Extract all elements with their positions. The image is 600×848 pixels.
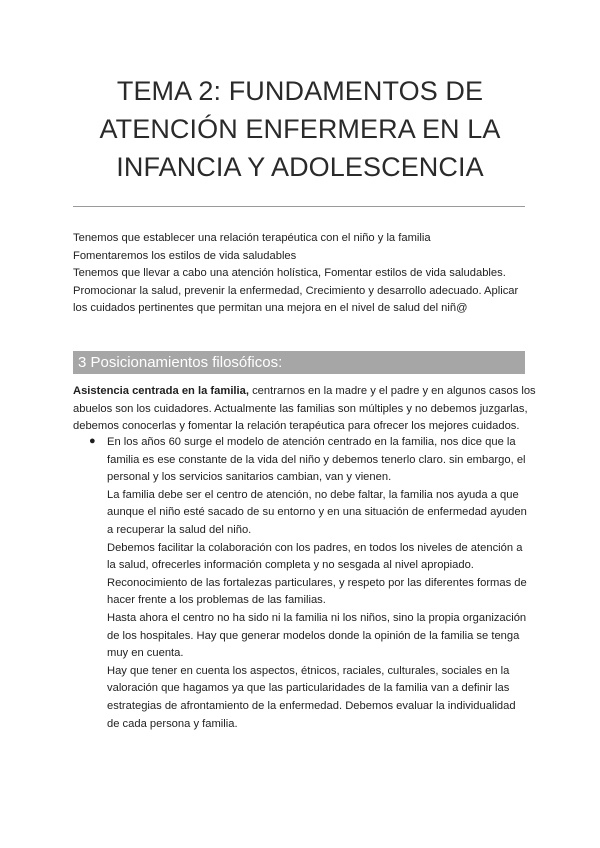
bullet-line: aunque el niño esté sacado de su entorno y en una situación de enfermedad ayuden: [107, 506, 527, 519]
intro-line: Tenemos que llevar a cabo una atención holística, Fomentar estilos de vida saludables.: [73, 267, 506, 280]
bullet-line: la salud, ofrecerles información completa y no sesgada al nivel apropiado.: [107, 559, 474, 572]
section-heading: 3 Posicionamientos filosóficos:: [78, 354, 283, 371]
section-heading-bar: [73, 351, 525, 374]
bullet-line: a recuperar la salud del niño.: [107, 523, 252, 536]
bullet-line: En los años 60 surge el modelo de atención centrado en la familia, nos dice que la: [107, 436, 516, 448]
bullet-dot-icon: ●: [89, 435, 96, 447]
title-line-1: TEMA 2: FUNDAMENTOS DE: [116, 76, 484, 106]
paragraph-line-rest: centrarnos en la madre y el padre y en algunos casos los: [248, 385, 536, 397]
paragraph-line: debemos conocerlas y fomentar la relación terapéutica para ofrecer los mejores cuidados.: [73, 420, 520, 433]
intro-paragraph: [73, 230, 533, 318]
intro-line: Tenemos que establecer una relación terapéutica con el niño y la familia: [73, 232, 431, 244]
bullet-line: estrategias de afrontamiento de la enfermedad. Debemos evaluar la individualidad: [107, 699, 516, 712]
intro-line: Promocionar la salud, prevenir la enfermedad, Crecimiento y desarrollo adecuado. Aplicar: [73, 284, 519, 297]
bullet-line: Hasta ahora el centro no ha sido ni la familia ni los niños, sino la propia organización: [107, 611, 527, 624]
bullet-line: familia es ese constante de la vida del niño y debemos tenerlo claro. sin embargo, el: [107, 453, 526, 466]
bullet-line: de los hospitales. Hay que generar modelos donde la opinión de la familia se tenga: [107, 629, 520, 642]
bullet-line: Hay que tener en cuenta los aspectos, étnicos, raciales, culturales, sociales en la: [107, 664, 510, 677]
bullet-line: de cada persona y familia.: [107, 717, 238, 730]
bullet-line: personal y los servicios sanitarios cambian, van y vienen.: [107, 471, 392, 484]
family-care-paragraph: [73, 383, 536, 436]
title-line-3: INFANCIA Y ADOLESCENCIA: [116, 152, 484, 182]
bullet-line: La familia debe ser el centro de atención, no debe faltar, la familia nos ayuda a que: [107, 488, 519, 501]
title-divider: [73, 206, 525, 207]
bold-lead: Asistencia centrada en la familia,: [73, 385, 249, 397]
bullet-line: valoración que hagamos ya que las particularidades de la familia van a definir las: [107, 682, 510, 695]
bullet-line: muy en cuenta.: [107, 647, 184, 660]
bullet-line: Reconocimiento de las fortalezas particulares, y respeto por las diferentes formas de: [107, 576, 527, 589]
intro-line: Fomentaremos los estilos de vida saludables: [73, 249, 297, 262]
bullet-item: [107, 434, 537, 733]
bullet-line: Debemos facilitar la colaboración con los padres, en todos los niveles de atención a: [107, 541, 523, 554]
paragraph-line: abuelos son los cuidadores. Actualmente las familias son múltiples y no debemos juzgarlas,: [73, 402, 528, 415]
document-title: [70, 72, 530, 186]
intro-line: los cuidados pertinentes que permitan una mejora en el nivel de salud del niñ@: [73, 302, 468, 315]
title-line-2: ATENCIÓN ENFERMERA EN LA: [99, 114, 501, 144]
bullet-line: hacer frente a los problemas de las familias.: [107, 594, 326, 607]
paragraph-line: [73, 383, 536, 401]
